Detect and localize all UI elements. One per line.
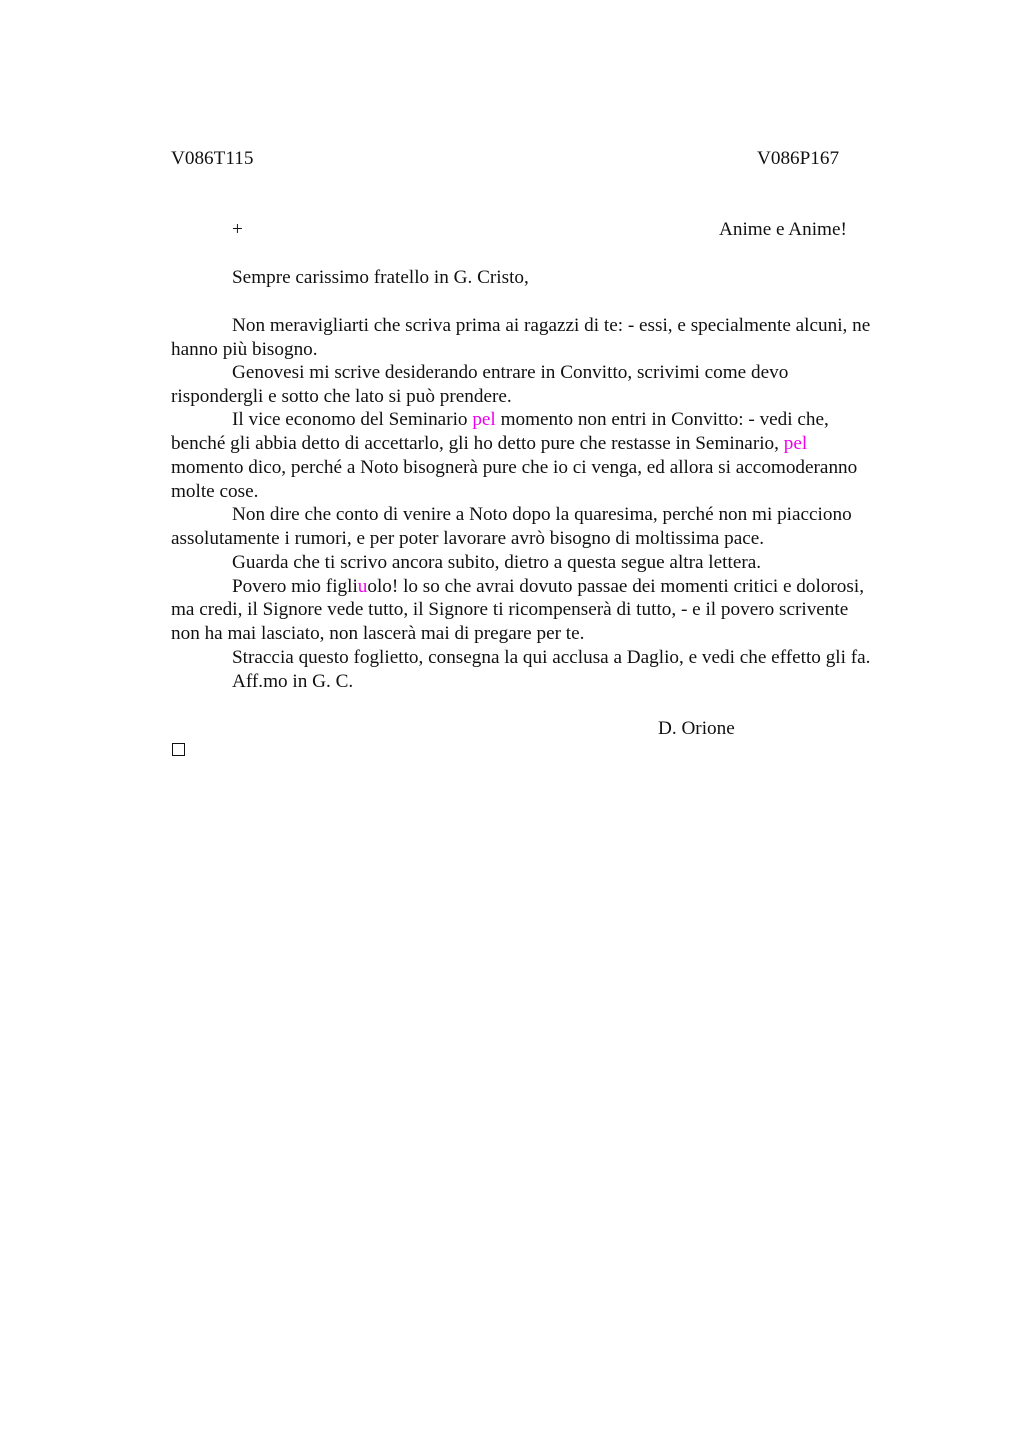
paragraph-4-line-2: assolutamente i rumori, e per poter lavorare avrò bisogno di moltissima pace.: [171, 528, 765, 549]
paragraph-3-line-1: [232, 408, 829, 432]
paragraph-4-line-1: Non dire che conto di venire a Noto dopo la quaresima, perché non mi piacciono: [232, 504, 852, 525]
paragraph-6-line-2: ma credi, il Signore vede tutto, il Signore ti ricompenserà di tutto, - e il povero scrivente: [171, 599, 849, 620]
paragraph-2-line-1: Genovesi mi scrive desiderando entrare in Convitto, scrivimi come devo: [232, 362, 789, 383]
checkbox-icon: [172, 743, 185, 756]
highlighted-word: pel: [783, 433, 808, 454]
text-segment: Povero mio figli: [232, 576, 358, 597]
signature: D. Orione: [658, 718, 735, 739]
paragraph-2-line-2: rispondergli e sotto che lato si può prendere.: [171, 386, 512, 407]
paragraph-6-line-1: [232, 575, 864, 599]
paragraph-7-line-1: Straccia questo foglietto, consegna la qui acclusa a Daglio, e vedi che effetto gli fa.: [232, 647, 871, 668]
text-segment: benché gli abbia detto di accettarlo, gli ho detto pure che restasse in Seminario,: [171, 433, 784, 454]
paragraph-6-line-3: non ha mai lasciato, non lascerà mai di pregare per te.: [171, 623, 585, 644]
highlighted-letter: u: [357, 576, 368, 597]
paragraph-3-line-3: momento dico, perché a Noto bisognerà pure che io ci venga, ed allora si accomoderanno: [171, 457, 858, 478]
paragraph-1-line-2: hanno più bisogno.: [171, 339, 318, 360]
paragraph-3-line-4: molte cose.: [171, 481, 259, 502]
text-segment: Il vice economo del Seminario: [232, 409, 473, 430]
highlighted-word: pel: [472, 409, 496, 430]
cross-symbol: +: [232, 219, 243, 240]
paragraph-5-line-1: Guarda che ti scrivo ancora subito, dietro a questa segue altra lettera.: [232, 552, 762, 573]
closing: Aff.mo in G. C.: [232, 671, 354, 692]
document-code-left: V086T115: [171, 148, 254, 169]
salutation: Sempre carissimo fratello in G. Cristo,: [232, 267, 529, 288]
text-segment: momento non entri in Convitto: - vedi che,: [495, 409, 829, 430]
text-segment: olo! lo so che avrai dovuto passae dei momenti critici e dolorosi,: [367, 576, 864, 597]
motto: Anime e Anime!: [719, 219, 847, 240]
document-code-right: V086P167: [757, 148, 840, 169]
paragraph-3-line-2: [171, 432, 807, 456]
paragraph-1-line-1: Non meravigliarti che scriva prima ai ragazzi di te: - essi, e specialmente alcuni, ne: [232, 315, 871, 336]
